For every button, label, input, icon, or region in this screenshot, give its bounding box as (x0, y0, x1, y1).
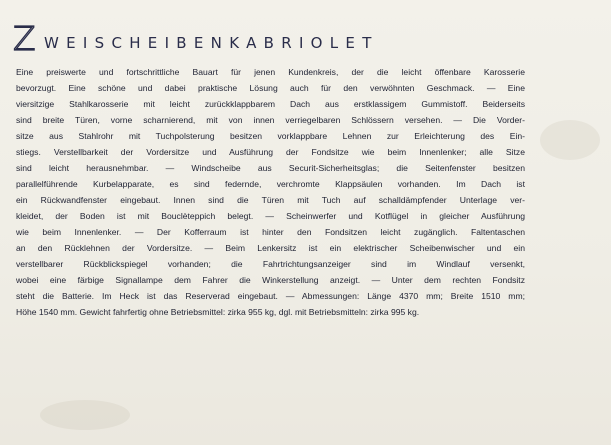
paragraph-line: bevorzugt. Eine schöne und dabei praktische Lösung auch für den verwöhnten Geschmack. — Eine (16, 83, 525, 93)
paper-stain (540, 120, 600, 160)
paragraph-line: sind breite Türen, vorne scharnierend, mit von innen verriegelbaren Schlössern versehen. — Die Vorder- (16, 115, 525, 125)
description-paragraph (16, 64, 525, 320)
paragraph-line: Höhe 1540 mm. Gewicht fahrfertig ohne Betriebsmittel: zirka 955 kg, dgl. mit Betriebsmitteln: zirka 995 kg. (16, 307, 420, 317)
paper-stain (40, 400, 130, 430)
paragraph-line: wie beim Innenlenker. — Der Kofferraum ist hinter den Fondsitzen leicht zugänglich. Faltentaschen (16, 227, 525, 237)
paragraph-line: Eine preiswerte und fortschrittliche Bauart für jenen Kundenkreis, der die leicht öffenbare Karosserie (16, 67, 525, 77)
paragraph-line: an den Rücklehnen der Vordersitze. — Beim Lenkersitz ist ein elektrischer Scheibenwischer und ein (16, 243, 525, 253)
paragraph-line: sind leicht herausnehmbar. — Windscheibe aus Securit-Sicherheitsglas; die Seitenfenster besitzen (16, 163, 525, 173)
paragraph-line: stiegs. Verstellbarkeit der Vordersitze und Ausführung der Fondsitze wie beim Innenlenker; alle Sitze (16, 147, 525, 157)
title-text: WEISCHEIBENKABRIOLET (44, 34, 379, 52)
paragraph-line: kleidet, der Boden ist mit Bouclèteppich belegt. — Scheinwerfer und Kotflügel in gleicher Ausführung (16, 211, 525, 221)
paragraph-line: wobei eine färbige Signallampe dem Fahrer die Winkerstellung anzeigt. — Unter dem rechten Fondsitz (16, 275, 525, 285)
paragraph-line: viersitzige Stahlkarosserie mit leicht zurückklappbarem Dach aus erstklassigem Gummistoff. Beiderseits (16, 99, 525, 109)
paragraph-line: sitze aus Stahlrohr mit Tuchpolsterung besitzen vorklappbare Lehnen zur Erleichterung des Ein- (16, 131, 525, 141)
paragraph-line: steht die Batterie. Im Heck ist das Reserverad eingebaut. — Abmessungen: Länge 4370 mm; Breite 1510 mm; (16, 291, 525, 301)
paragraph-line: ein Rückwandfenster eingebaut. Innen sind die Türen mit Tuch auf schalldämpfender Unterlage ver- (16, 195, 525, 205)
title-initial-letter: Z (13, 19, 36, 58)
paragraph-line: verstellbarer Rückblickspiegel vorhanden; die Fahrtrichtungsanzeiger sind im Windlauf versenkt, (16, 259, 525, 269)
paragraph-line: parallelführende Kurbelapparate, es sind federnde, verchromte Klappsäulen vorhanden. Im Dach ist (16, 179, 525, 189)
